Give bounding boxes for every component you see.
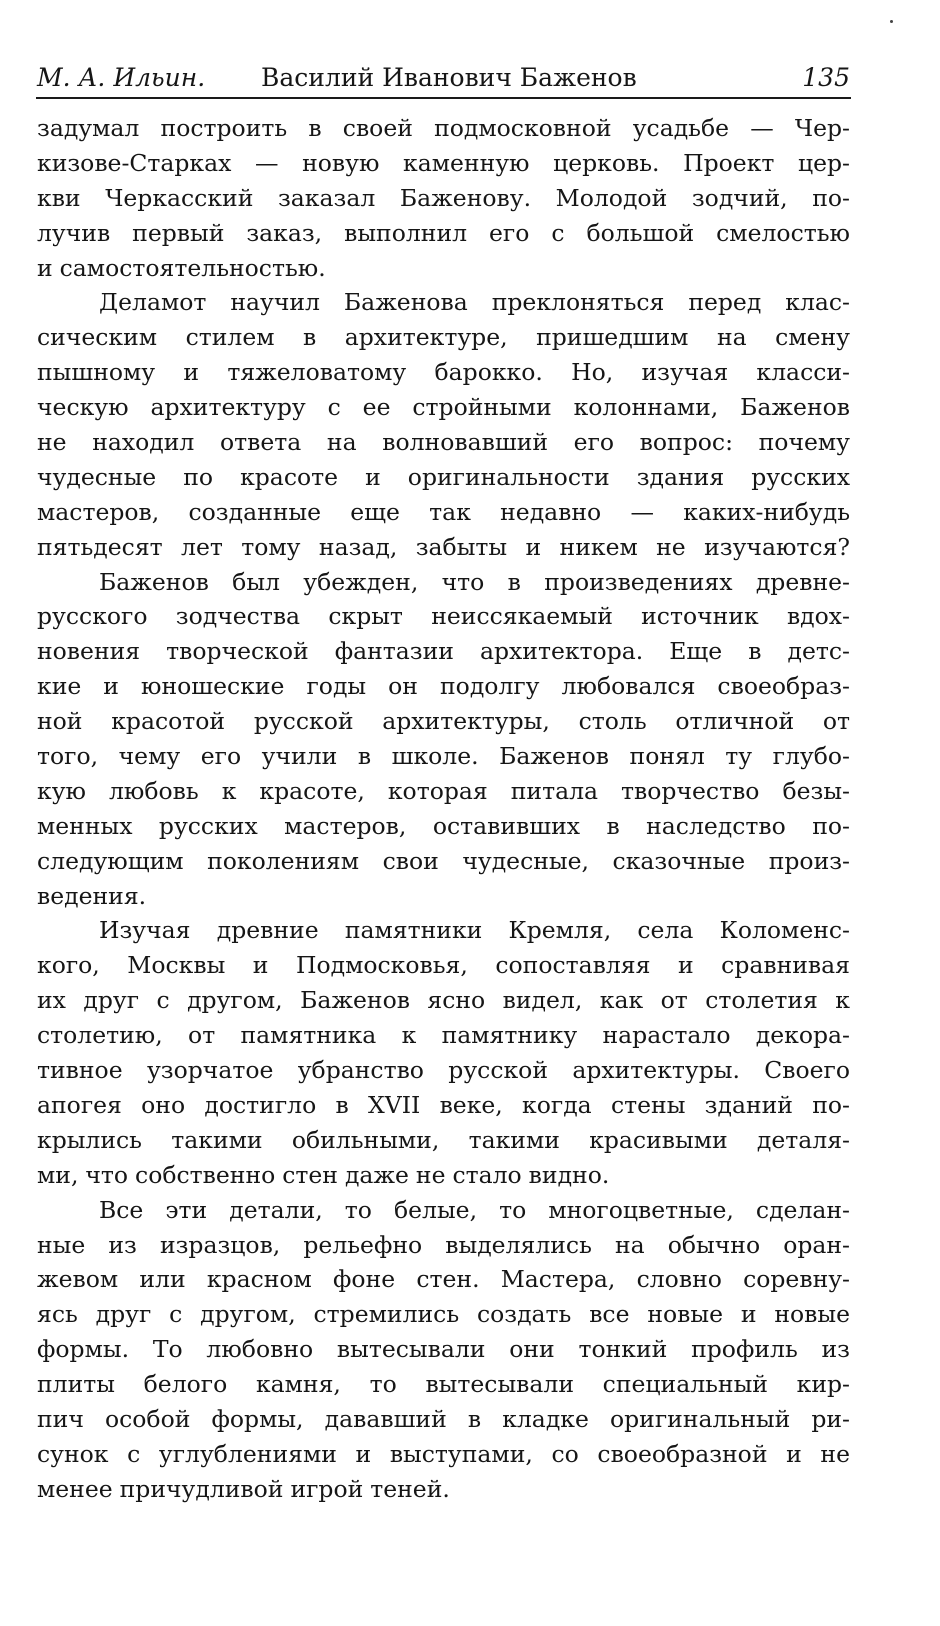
running-header xyxy=(37,58,850,98)
text-line: формы. То любовно вытесывали они тонкий профиль из xyxy=(37,1335,850,1364)
text-line: пич особой формы, дававший в кладке оригинальный ри- xyxy=(37,1404,850,1433)
text-line: Изучая древние памятники Кремля, села Коломенс- xyxy=(99,916,850,945)
text-line: чудесные по красоте и оригинальности здания русских xyxy=(37,462,850,491)
text-line: и самостоятельностью. xyxy=(37,253,326,282)
text-line: ные из изразцов, рельефно выделялись на обычно оран- xyxy=(37,1230,850,1259)
header-author: М. А. Ильин. xyxy=(37,63,206,92)
body-text xyxy=(37,111,850,1507)
text-line: Баженов был убежден, что в произведениях древне- xyxy=(99,567,850,596)
scan-speck xyxy=(890,20,893,23)
text-line: столетию, от памятника к памятнику нарастало декора- xyxy=(37,1021,850,1050)
text-line: следующим поколениям свои чудесные, сказочные произ- xyxy=(37,846,850,875)
text-line: пятьдесят лет тому назад, забыты и никем не изучаются? xyxy=(37,532,850,561)
text-line: кие и юношеские годы он подолгу любовался своеобраз- xyxy=(37,672,850,701)
text-line: ческую архитектуру с ее стройными колоннами, Баженов xyxy=(37,393,850,422)
text-line: менных русских мастеров, оставивших в наследство по- xyxy=(37,811,850,840)
header-title: Василий Иванович Баженов xyxy=(261,63,637,92)
text-line: ми, что собственно стен даже не стало видно. xyxy=(37,1160,610,1189)
text-line: Деламот научил Баженова преклоняться перед клас- xyxy=(99,288,850,317)
text-line: кого, Москвы и Подмосковья, сопоставляя и сравнивая xyxy=(37,951,850,980)
text-line: ведения. xyxy=(37,881,147,910)
text-line: кви Черкасский заказал Баженову. Молодой зодчий, по- xyxy=(37,183,850,212)
text-line: русского зодчества скрыт неиссякаемый источник вдох- xyxy=(37,602,850,631)
text-line: Все эти детали, то белые, то многоцветные, сделан- xyxy=(99,1195,850,1224)
page-number: 135 xyxy=(802,63,850,92)
text-line: задумал построить в своей подмосковной усадьбе — Чер- xyxy=(37,114,850,142)
text-line: ной красотой русской архитектуры, столь отличной от xyxy=(37,707,850,736)
header-rule xyxy=(36,97,851,99)
text-line: менее причудливой игрой теней. xyxy=(37,1474,450,1503)
text-line: пышному и тяжеловатому барокко. Но, изучая класси- xyxy=(37,358,850,387)
text-line: крылись такими обильными, такими красивыми деталя- xyxy=(37,1125,850,1154)
text-line: ясь друг с другом, стремились создать все новые и новые xyxy=(37,1300,850,1329)
text-line: жевом или красном фоне стен. Мастера, словно соревну- xyxy=(37,1265,850,1294)
text-line: лучив первый заказ, выполнил его с большой смелостью xyxy=(37,218,850,247)
text-line: тивное узорчатое убранство русской архитектуры. Своего xyxy=(37,1056,850,1085)
text-line: апогея оно достигло в XVII веке, когда стены зданий по- xyxy=(37,1090,850,1119)
text-line: мастеров, созданные еще так недавно — каких-нибудь xyxy=(37,497,850,526)
text-line: новения творческой фантазии архитектора. Еще в детс- xyxy=(37,637,850,666)
text-line: кую любовь к красоте, которая питала творчество безы- xyxy=(37,776,850,805)
text-line: кизове-Старках — новую каменную церковь. Проект цер- xyxy=(37,148,850,177)
text-line: того, чему его учили в школе. Баженов понял ту глубо- xyxy=(37,742,850,771)
text-line: сическим стилем в архитектуре, пришедшим на смену xyxy=(37,323,850,352)
text-line: не находил ответа на волновавший его вопрос: почему xyxy=(37,428,850,457)
text-line: сунок с углублениями и выступами, со своеобразной и не xyxy=(37,1439,850,1468)
text-line: их друг с другом, Баженов ясно видел, как от столетия к xyxy=(37,986,850,1015)
text-line: плиты белого камня, то вытесывали специальный кир- xyxy=(37,1370,850,1399)
